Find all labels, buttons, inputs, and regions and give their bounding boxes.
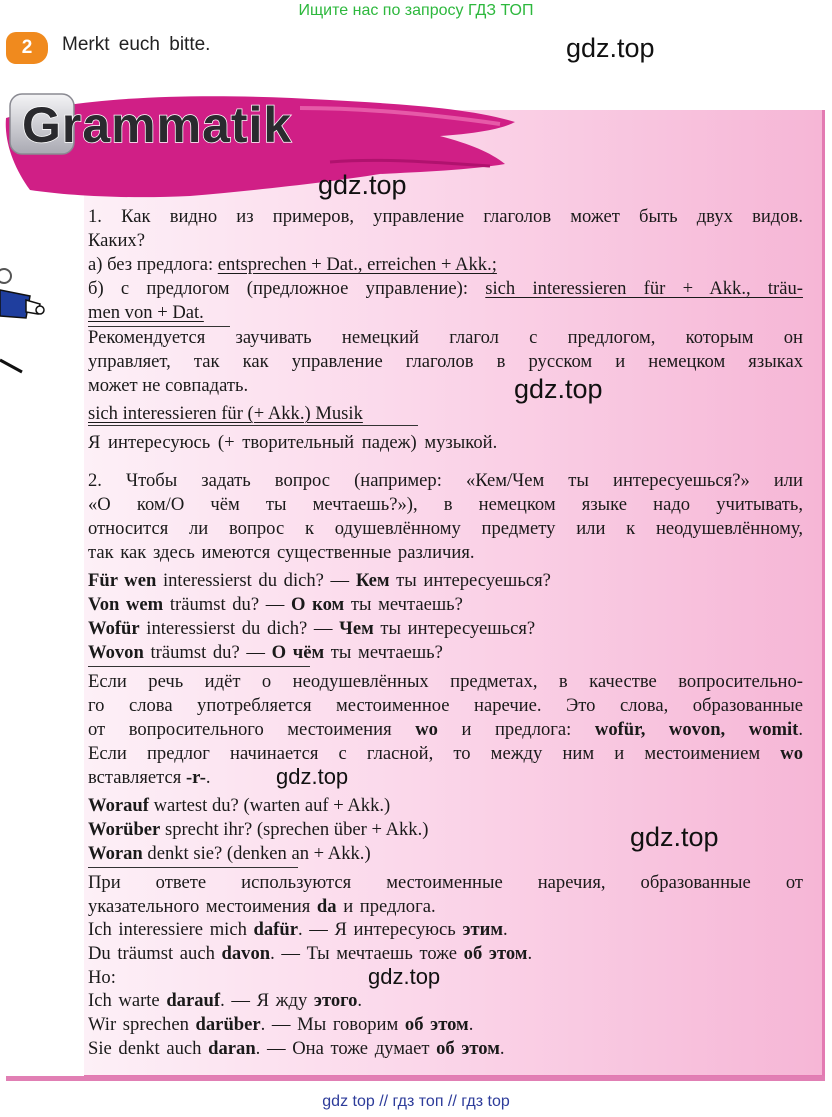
paragraph-line: Если предлог начинается с гласной, то между ним и местоимением wo xyxy=(88,743,803,764)
paragraph-line: Каких? xyxy=(88,230,145,251)
contrast-label: Но: xyxy=(88,967,116,988)
example-line xyxy=(88,302,803,324)
grammatik-heading xyxy=(8,92,308,158)
panel-bottom-rule xyxy=(6,1076,825,1081)
preposition-example: Woran denkt sie? (denken an + Akk.) xyxy=(88,843,371,864)
paragraph-line: 2. Чтобы задать вопрос (например: «Кем/Чем ты интересуешься?» или xyxy=(88,470,803,491)
underlined-example: sich interessieren für + Akk., träu- xyxy=(485,278,803,299)
underlined-example: men von + Dat. xyxy=(88,302,204,323)
divider xyxy=(88,666,310,667)
paragraph-line: При ответе используются местоименные наречия, образованные от xyxy=(88,872,803,893)
watermark: gdz.top xyxy=(514,374,603,404)
exercise-instruction: Merkt euch bitte. xyxy=(62,34,211,55)
example-line xyxy=(88,254,803,276)
answer-example: Wir sprechen darüber. — Мы говорим об этом. xyxy=(88,1014,474,1035)
watermark: gdz.top xyxy=(368,964,441,989)
paragraph-line: указательного местоимения da и предлога. xyxy=(88,896,436,917)
watermark: gdz.top xyxy=(318,170,407,200)
paragraph-line: «О ком/О чём ты мечтаешь?»), в немецком языке надо учитывать, xyxy=(88,494,803,515)
option-label: а) без предлога: xyxy=(88,254,214,275)
paragraph-line: может не совпадать. xyxy=(88,375,249,396)
divider xyxy=(88,867,298,868)
paragraph-line: управляет, так как управление глаголов в русском и немецком языках xyxy=(88,351,803,372)
example-line xyxy=(88,278,803,300)
paragraph-line: так как здесь имеются существенные различия. xyxy=(88,542,475,563)
paragraph-line: вставляется -r-. xyxy=(88,767,211,788)
preposition-example: Worüber sprecht ihr? (sprechen über + Akk.) xyxy=(88,819,429,840)
answer-example: Ich warte darauf. — Я жду этого. xyxy=(88,990,363,1011)
divider xyxy=(88,425,418,426)
paragraph-line: относится ли вопрос к одушевлённому предмету или к неодушевлённому, xyxy=(88,518,803,539)
watermark: gdz.top xyxy=(276,764,349,789)
preposition-example: Worauf wartest du? (warten auf + Akk.) xyxy=(88,795,391,816)
paragraph-line: го слова употребляется местоименное наречие. Это слова, образованные xyxy=(88,695,803,716)
answer-example: Du träumst auch davon. — Ты мечтаешь тоже об этом. xyxy=(88,943,533,964)
paragraph-line: Если речь идёт о неодушевлённых предметах, в качестве вопросительно- xyxy=(88,671,803,692)
watermark: gdz.top xyxy=(566,33,655,63)
footer-links[interactable]: gdz top // гдз топ // гдз top xyxy=(322,1093,510,1110)
question-example: Wovon träumst du? — О чём ты мечтаешь? xyxy=(88,642,443,663)
example-russian: Я интересуюсь (+ творительный падеж) музыкой. xyxy=(88,432,498,453)
underlined-example: entsprechen + Dat., erreichen + Akk.; xyxy=(217,254,497,275)
question-example: Wofür interessierst du dich? — Чем ты интересуешься? xyxy=(88,618,536,639)
question-example: Von wem träumst du? — О ком ты мечтаешь? xyxy=(88,594,463,615)
example-german: sich interessieren für (+ Akk.) Musik xyxy=(88,403,363,424)
paragraph-line: от вопросительного местоимения wo и предлога: wofür, wovon, womit. xyxy=(88,719,803,740)
top-banner[interactable]: Ищите нас по запросу ГДЗ ТОП xyxy=(298,2,534,19)
exercise-number-badge: 2 xyxy=(6,32,48,64)
paragraph-line: 1. Как видно из примеров, управление глаголов может быть двух видов. xyxy=(88,206,803,227)
watermark: gdz.top xyxy=(630,822,719,852)
paragraph-line: Рекомендуется заучивать немецкий глагол с предлогом, которым он xyxy=(88,327,803,348)
option-label: б) с предлогом (предложное управление): xyxy=(88,278,469,299)
grammatik-heading-text: Grammatik xyxy=(22,97,293,153)
answer-example: Sie denkt auch daran. — Она тоже думает об этом. xyxy=(88,1038,505,1059)
answer-example: Ich interessiere mich dafür. — Я интересуюсь этим. xyxy=(88,919,508,940)
mascot-figure-icon xyxy=(0,260,46,380)
question-example: Für wen interessierst du dich? — Кем ты интересуешься? xyxy=(88,570,551,591)
